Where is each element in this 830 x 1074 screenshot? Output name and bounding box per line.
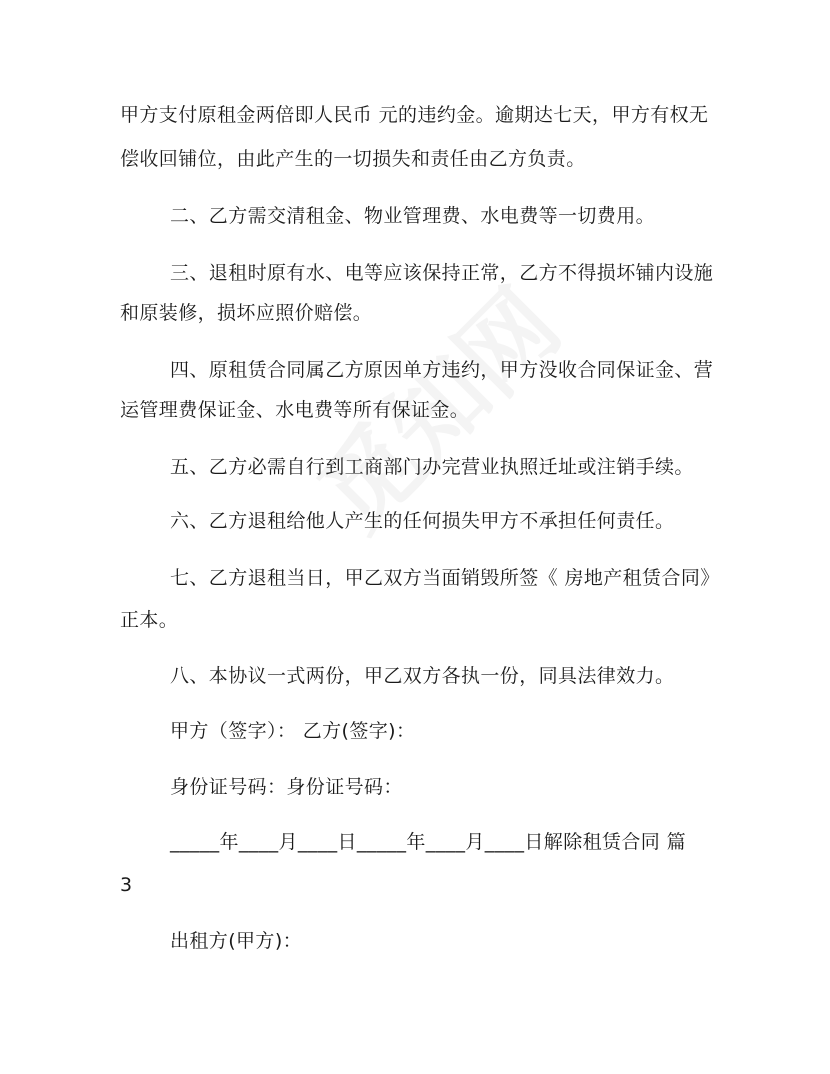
clause-6: 六、乙方退租给他人产生的任何损失甲方不承担任何责任。	[170, 510, 675, 532]
id-number-line: 身份证号码：身份证号码：	[170, 776, 403, 798]
lessor-label: 出租方(甲方)：	[170, 930, 303, 952]
clause-3: 三、退租时原有水、电等应该保持正常，乙方不得损坏铺内设施	[170, 262, 714, 284]
clause-2: 二、乙方需交清租金、物业管理费、水电费等一切费用。	[170, 205, 656, 227]
signature-line: 甲方（签字）： 乙方(签字)：	[170, 720, 416, 742]
paragraph-line: 正本。	[120, 609, 179, 631]
date-line: _____年____月____日_____年____月____日解除租赁合同 篇	[170, 831, 687, 853]
paragraph-line: 和原装修，损坏应照价赔偿。	[120, 302, 373, 324]
clause-7: 七、乙方退租当日，甲乙双方当面销毁所签《 房地产租赁合同》	[170, 567, 720, 589]
paragraph-line: 偿收回铺位，由此产生的一切损失和责任由乙方负责。	[120, 148, 586, 170]
paragraph-line: 运管理费保证金、水电费等所有保证金。	[120, 399, 470, 421]
clause-5: 五、乙方必需自行到工商部门办完营业执照迁址或注销手续。	[170, 456, 694, 478]
clause-4: 四、原租赁合同属乙方原因单方违约，甲方没收合同保证金、营	[170, 359, 714, 381]
paragraph-line: 甲方支付原租金两倍即人民币 元的违约金。逾期达七天，甲方有权无	[120, 104, 709, 126]
section-number: 3	[120, 874, 133, 896]
clause-8: 八、本协议一式两份，甲乙双方各执一份，同具法律效力。	[170, 665, 675, 687]
